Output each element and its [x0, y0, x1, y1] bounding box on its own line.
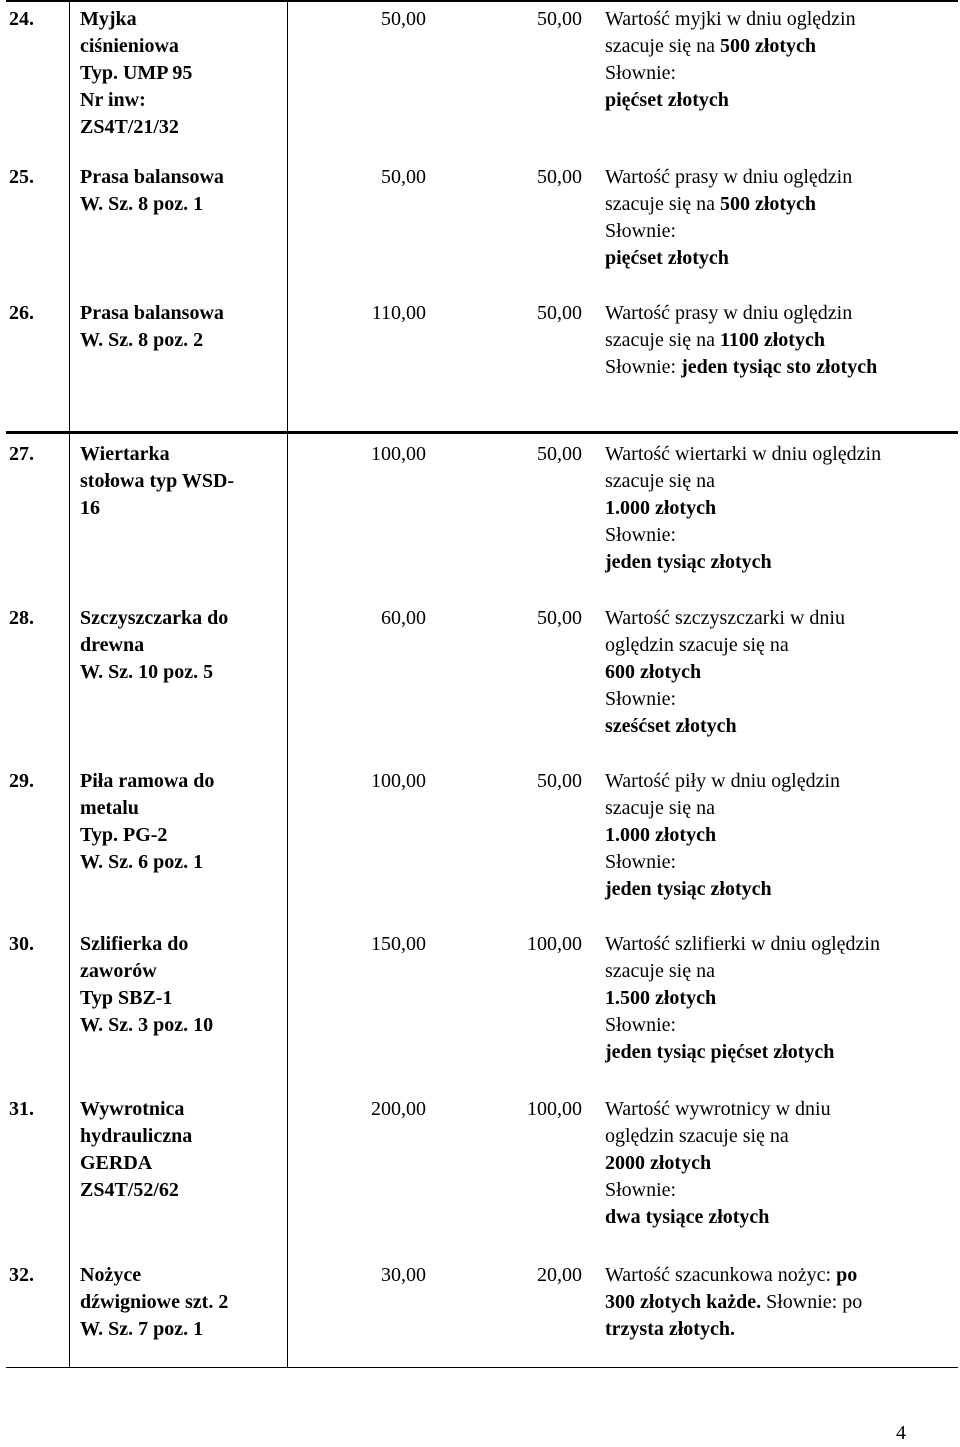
value-1: 50,00 [381, 166, 426, 188]
item-name: Prasa balansowa W. Sz. 8 poz. 2 [80, 302, 224, 351]
valuation-description: Wartość wywrotnicy w dniu oględzin szacuje się na 2000 złotych Słownie: dwa tysiące złotych [605, 1098, 831, 1228]
item-name: Prasa balansowa W. Sz. 8 poz. 1 [80, 166, 224, 215]
value-1: 100,00 [371, 443, 426, 465]
page-number: 4 [896, 1422, 906, 1444]
table-block-1 [6, 0, 958, 434]
value-1: 110,00 [371, 302, 426, 324]
row-number: 28. [9, 607, 34, 629]
value-2: 20,00 [537, 1264, 582, 1286]
row-number: 32. [9, 1264, 34, 1286]
column-divider [287, 434, 288, 1367]
valuation-description: Wartość piły w dniu oględzin szacuje się na 1.000 złotych Słownie: jeden tysiąc złotych [605, 770, 841, 900]
row-number: 25. [9, 166, 34, 188]
value-1: 30,00 [381, 1264, 426, 1286]
value-1: 150,00 [371, 933, 426, 955]
row-number: 24. [9, 8, 34, 30]
value-1: 60,00 [381, 607, 426, 629]
row-number: 27. [9, 443, 34, 465]
item-name: Nożyce dźwigniowe szt. 2 W. Sz. 7 poz. 1 [80, 1264, 229, 1340]
valuation-description: Wartość szacunkowa nożyc: po 300 złotych każde. Słownie: po trzysta złotych. [605, 1264, 863, 1340]
valuation-description: Wartość prasy w dniu oględzin szacuje się na 500 złotych Słownie: pięćset złotych [605, 166, 853, 269]
valuation-description: Wartość myjki w dniu oględzin szacuje się na 500 złotych Słownie: pięćset złotych [605, 8, 856, 111]
column-divider [69, 2, 70, 431]
item-name: Szlifierka do zaworów Typ SBZ-1 W. Sz. 3 poz. 10 [80, 933, 214, 1036]
value-2: 50,00 [537, 607, 582, 629]
valuation-description: Wartość szlifierki w dniu oględzin szacuje się na 1.500 złotych Słownie: jeden tysiąc pięćset złotych [605, 933, 880, 1063]
value-2: 50,00 [537, 166, 582, 188]
value-2: 50,00 [537, 8, 582, 30]
value-2: 100,00 [527, 933, 582, 955]
valuation-description: Wartość szczyszczarki w dniu oględzin szacuje się na 600 złotych Słownie: sześćset złotych [605, 607, 845, 737]
valuation-description: Wartość prasy w dniu oględzin szacuje się na 1100 złotych Słownie: jeden tysiąc sto złotych [605, 302, 878, 378]
table-block-2 [6, 434, 958, 1368]
value-1: 50,00 [381, 8, 426, 30]
item-name: Wiertarka stołowa typ WSD- 16 [80, 443, 235, 519]
item-name: Myjka ciśnieniowa Typ. UMP 95 Nr inw: ZS4T/21/32 [80, 8, 193, 138]
item-name: Piła ramowa do metalu Typ. PG-2 W. Sz. 6 poz. 1 [80, 770, 215, 873]
value-2: 50,00 [537, 443, 582, 465]
row-number: 31. [9, 1098, 34, 1120]
value-2: 50,00 [537, 770, 582, 792]
row-number: 29. [9, 770, 34, 792]
valuation-description: Wartość wiertarki w dniu oględzin szacuje się na 1.000 złotych Słownie: jeden tysiąc złotych [605, 443, 882, 573]
value-2: 50,00 [537, 302, 582, 324]
column-divider [69, 434, 70, 1367]
row-number: 30. [9, 933, 34, 955]
value-1: 200,00 [371, 1098, 426, 1120]
column-divider [287, 2, 288, 431]
item-name: Wywrotnica hydrauliczna GERDA ZS4T/52/62 [80, 1098, 193, 1201]
item-name: Szczyszczarka do drewna W. Sz. 10 poz. 5 [80, 607, 229, 683]
row-number: 26. [9, 302, 34, 324]
value-2: 100,00 [527, 1098, 582, 1120]
value-1: 100,00 [371, 770, 426, 792]
